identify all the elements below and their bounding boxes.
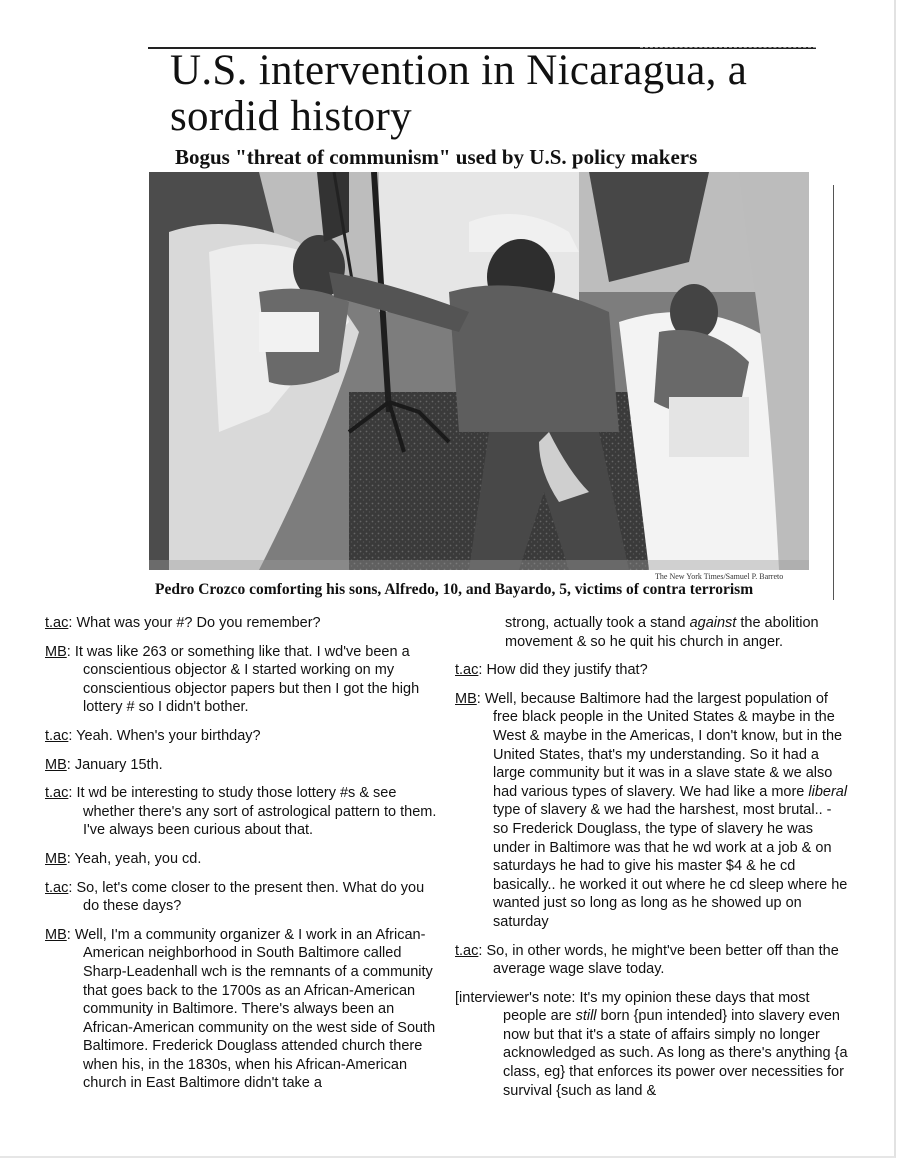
dialogue-entry: t.ac: What was your #? Do you remember?: [45, 615, 321, 631]
photo-credit: The New York Times/Samuel P. Barreto: [655, 572, 784, 581]
speaker-label: t.ac: [455, 942, 479, 959]
dialogue-text: strong, actually took a stand: [505, 615, 690, 631]
dialogue-entry: MB: Yeah, yeah, you cd.: [45, 850, 202, 867]
dialogue-entry: t.ac: Yeah. When's your birthday?: [45, 727, 261, 744]
dialogue-text: How did they justify that?: [486, 662, 648, 679]
dialogue-text: type of slavery & we had the harshest, most brutal.. - so Frederick Douglass, the type of slavery he was under in Baltimore was that he wd work at a job & on saturdays he had to give his master $4 & he cd basically.. he worked it out where he cd sleep where he wanted just so long as long as he showed up on saturday: [493, 802, 848, 930]
emphasis-text: against: [689, 615, 737, 631]
dialogue-text: It was like 263 or something like that. I wd've been a conscientious objector & I started working on my conscientious objector papers but then I got the high lottery # so I didn't bother.: [74, 643, 420, 716]
news-photo: [149, 172, 809, 570]
speaker-label: t.ac: [45, 727, 69, 744]
speaker-label: MB: [45, 756, 67, 773]
speaker-label: t.ac: [45, 615, 69, 631]
dialogue-entry: MB: Well, I'm a community organizer & I work in an African-American neighborhood in South Baltimore called Sharp-Leadenhall wch is the remnants of a community that goes back to the 1700s as an African-American community in Baltimore. There's always been an African-American community on the west side of South Baltimore. Frederick Douglass attended church there when his, in the 1830s, when his African-American church in East Baltimore didn't take a: [45, 926, 436, 1092]
dialogue-text: Yeah, yeah, you cd.: [74, 850, 202, 867]
dialogue-entry: MB: Well, because Baltimore had the largest population of free black people in the United States & maybe in the West & maybe in the Americas, I don't know, but in the United States, that's my understanding. So it had a large community but it was in a slave state & we also had various types of slavery. We had like a more liberal type of slavery & we had the harshest, most brutal.. - so Frederick Douglass, the type of slavery he was under in Baltimore was that he wd work at a job & on saturdays he had to give his master $4 & he cd basically.. he worked it out where he cd sleep where he wanted just so long as long as he showed up on saturday: [455, 690, 848, 930]
dialogue-text: Yeah. When's your birthday?: [76, 727, 261, 744]
dialogue-entry: MB: January 15th.: [45, 756, 163, 773]
dialogue-entry: t.ac: So, let's come closer to the present then. What do you do these days?: [45, 879, 425, 915]
dialogue-text: So, in other words, he might've been better off than the average wage slave today.: [486, 942, 839, 978]
dialogue-entry: t.ac: It wd be interesting to study those lottery #s & see whether there's any sort of astrological pattern to them. I've always been curious about that.: [45, 785, 437, 839]
speaker-label: MB: [45, 643, 67, 660]
photo-caption: Pedro Crozco comforting his sons, Alfredo, 10, and Bayardo, 5, victims of contra terrorism: [155, 581, 754, 598]
note-text: [interviewer's note: It's my opinion these days that most people are: [455, 989, 810, 1025]
interviewer-note: [455, 989, 850, 1101]
dialogue-text: January 15th.: [74, 756, 163, 773]
speaker-label: MB: [455, 690, 477, 707]
speaker-label: MB: [45, 850, 67, 867]
side-rule: [833, 185, 834, 600]
dialogue-text: Well, I'm a community organizer & I work in an African-American neighborhood in South Baltimore called Sharp-Leadenhall wch is the remnants of a community that goes back to the 1700s as an African-American community in Baltimore. There's always been an African-American community on the west side of South Baltimore. Frederick Douglass attended church there when his, in the 1830s, when his African-American church in East Baltimore didn't take a: [74, 926, 436, 1092]
left-column: [45, 614, 440, 1103]
dialogue-text: It wd be interesting to study those lottery #s & see whether there's any sort of astrological pattern to them. I've always been curious about that.: [76, 785, 437, 839]
headline: U.S. intervention in Nicaragua, a sordid history: [170, 47, 748, 140]
dialogue-entry: MB: It was like 263 or something like that. I wd've been a conscientious objector & I started working on my conscientious objector papers but then I got the high lottery # so I didn't bother.: [45, 643, 420, 716]
speaker-label: MB: [45, 926, 67, 943]
dialogue-text: Well, because Baltimore had the largest population of free black people in the United States & maybe in the West & maybe in the Americas, I don't know, but in the United States, that's my understanding. So it had a large community but it was in a slave state & we also had various types of slavery. We had like a more: [484, 690, 843, 800]
dialogue-entry: t.ac: How did they justify that?: [455, 662, 648, 679]
speaker-label: t.ac: [455, 662, 479, 679]
subheadline: Bogus "threat of communism" used by U.S. policy makers: [175, 145, 698, 169]
dialogue-text: the abolition movement & so he quit his church in anger.: [505, 615, 819, 650]
speaker-label: t.ac: [45, 785, 69, 802]
dialogue-text: So, let's come closer to the present then. What do you do these days?: [76, 879, 425, 915]
note-text: born {pun intended} into slavery even now but that it's a state of affairs simply no longer acknowledged as such. As long as there's anything {a class, eg} that enforces its power over necessities for survival {such as land &: [503, 1008, 848, 1099]
photo-illustration: [149, 172, 809, 570]
right-column: [455, 614, 850, 1100]
speaker-label: t.ac: [45, 879, 69, 896]
emphasis-text: liberal: [808, 783, 848, 800]
dialogue-entry: t.ac: So, in other words, he might've been better off than the average wage slave today.: [455, 942, 839, 978]
emphasis-text: still: [575, 1008, 597, 1025]
dialogue-continuation: [455, 614, 850, 651]
dialogue-text: What was your #? Do you remember?: [76, 615, 321, 631]
